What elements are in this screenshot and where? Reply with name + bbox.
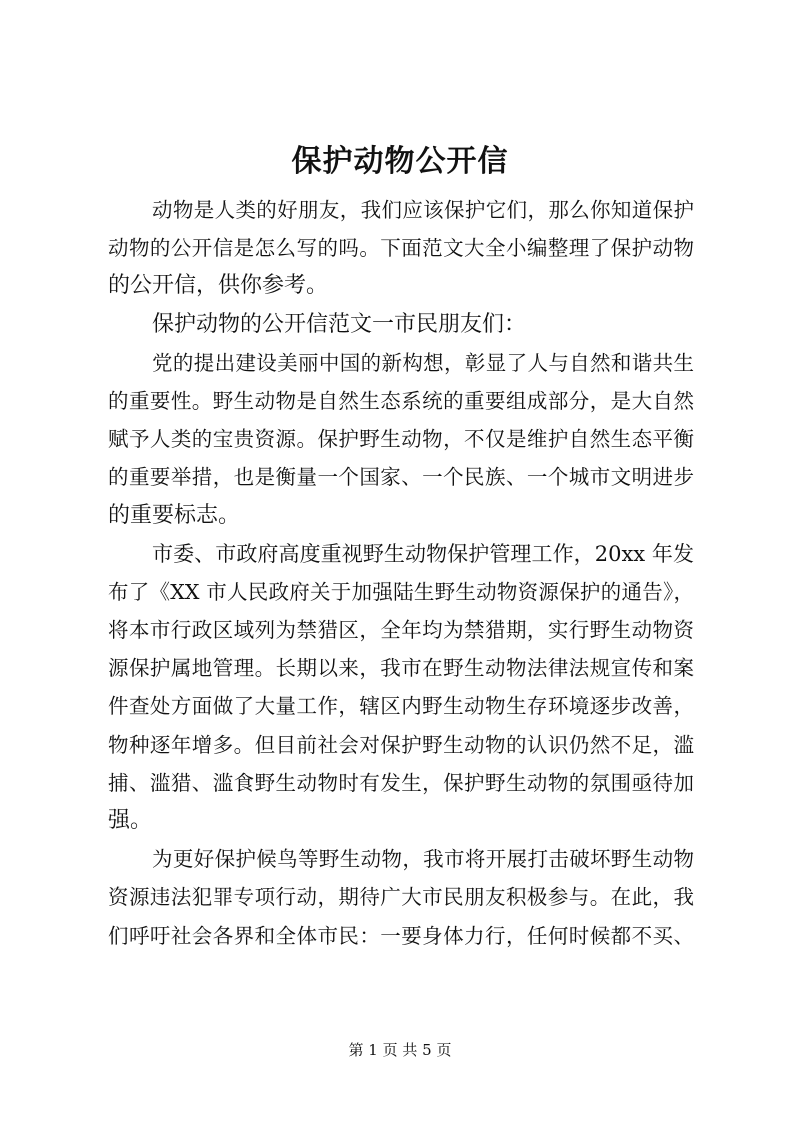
body-text-line: 赋予人类的宝贵资源。保护野生动物，不仅是维护自然生态平衡 (108, 427, 694, 452)
body-text-line: 的重要标志。 (108, 502, 241, 528)
body-text-line: 为更好保护候鸟等野生动物，我市将开展打击破坏野生动物 (152, 847, 694, 872)
body-text-line: 的重要举措，也是衡量一个国家、一个民族、一个城市文明进步 (108, 465, 694, 490)
body-text-line: 强。 (108, 808, 153, 833)
body-text-line: 市委、市政府高度重视野生动物保护管理工作，20xx 年发 (152, 541, 694, 566)
body-text-line: 们呼吁社会各界和全体市民：一要身体力行，任何时候都不买、 (108, 923, 694, 948)
body-text-line: 的重要性。野生动物是自然生态系统的重要组成部分，是大自然 (108, 388, 694, 413)
body-text-line: 的公开信，供你参考。 (108, 273, 329, 299)
body-text-line: 动物是人类的好朋友，我们应该保护它们，那么你知道保护 (152, 198, 694, 222)
body-text-line: 动物的公开信是怎么写的吗。下面范文大全小编整理了保护动物 (108, 236, 694, 261)
body-text-line: 资源违法犯罪专项行动，期待广大市民朋友积极参与。在此，我 (108, 885, 694, 910)
document-body (108, 191, 694, 955)
body-text-line: 件查处方面做了大量工作，辖区内野生动物生存环境逐步改善， (108, 694, 694, 719)
body-text-line: 保护动物的公开信范文一市民朋友们： (152, 311, 527, 337)
body-text-line: 捕、滥猎、滥食野生动物时有发生，保护野生动物的氛围亟待加 (108, 770, 694, 795)
body-text-line: 布了《XX 市人民政府关于加强陆生野生动物资源保护的通告》， (108, 579, 694, 604)
body-text-line: 源保护属地管理。长期以来，我市在野生动物法律法规宣传和案 (108, 656, 694, 681)
page-number-footer: 第 1 页 共 5 页 (348, 1041, 452, 1059)
body-text-line: 物种逐年增多。但目前社会对保护野生动物的认识仍然不足，滥 (108, 732, 694, 757)
body-text-line: 将本市行政区域列为禁猎区，全年均为禁猎期，实行野生动物资 (108, 618, 694, 643)
body-text-line: 党的提出建设美丽中国的新构想，彰显了人与自然和谐共生 (152, 350, 694, 375)
document-title: 保护动物公开信 (291, 144, 509, 179)
